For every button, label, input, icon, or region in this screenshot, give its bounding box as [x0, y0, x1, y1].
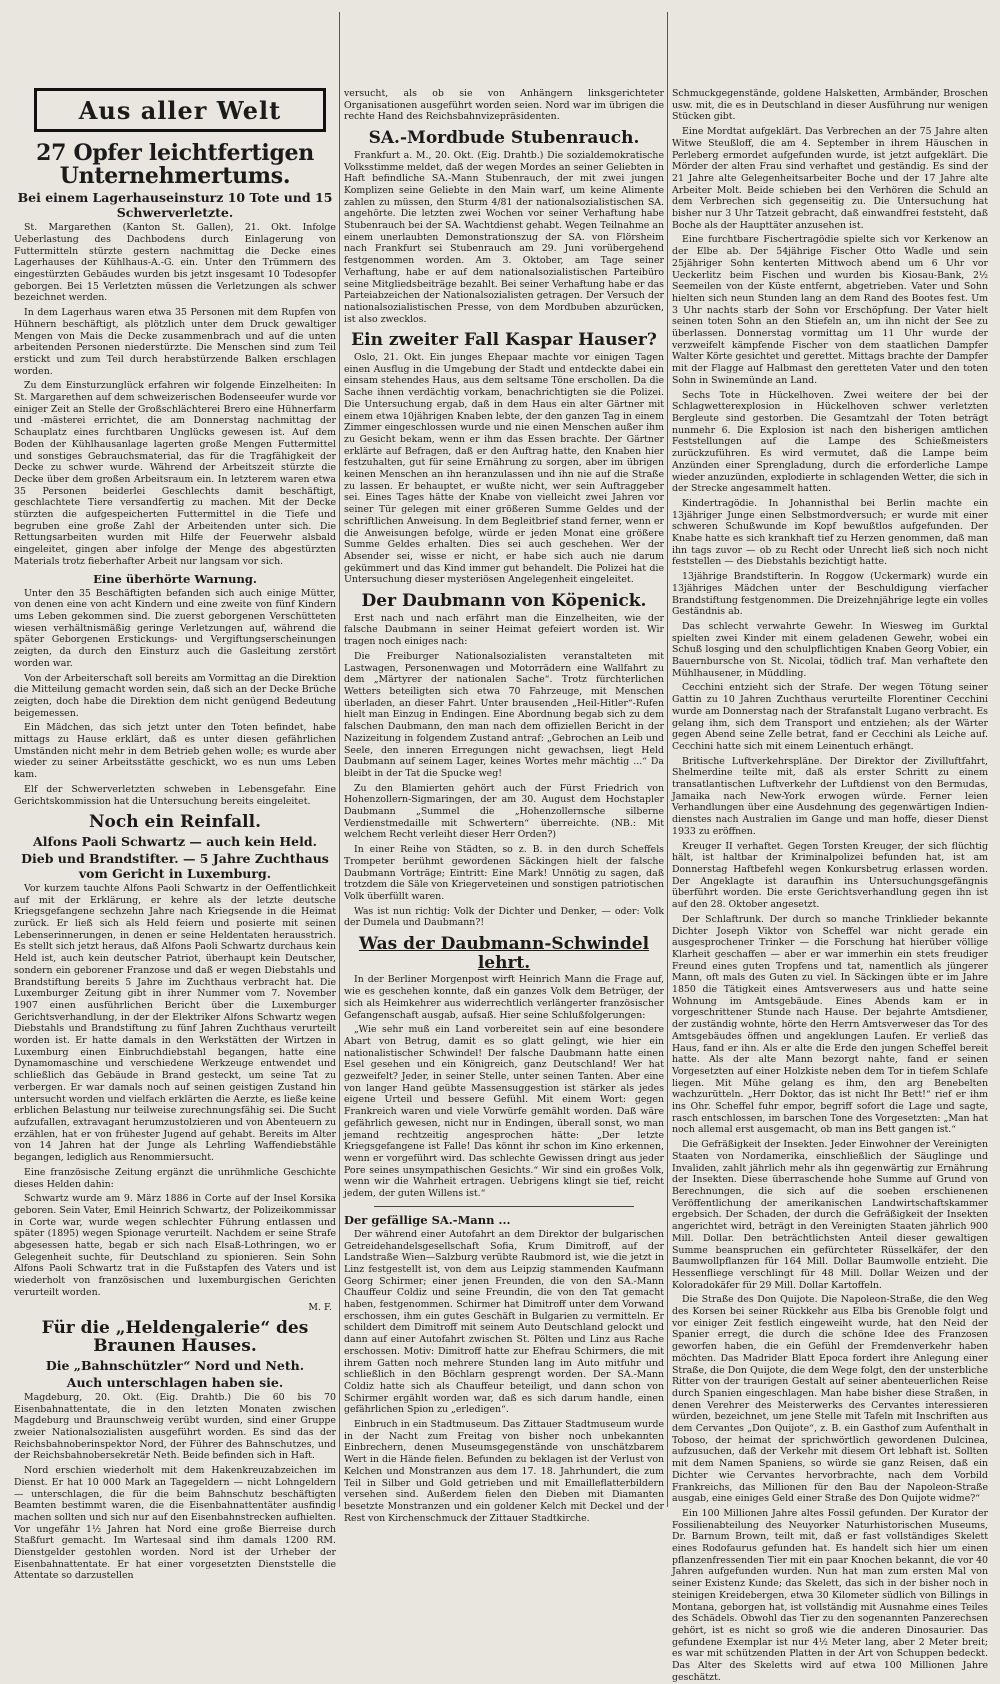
news-item: Cecchini entzieht sich der Strafe. Der wegen Tötung seiner Gattin zu 10 Jahren Zuchthaus verurteilte Florentiner Cecchini wurde am Donnerstag nach der Strafanstalt Lugano verbracht. Es gelang ihm, sich dem Transport und entziehen; als der Wärter gegen Abend seine Zelle betrat, fand er Cecchini als Leiche auf. Cecchini hatte sich mit einem Leinentuch erhängt. [672, 682, 988, 752]
article-paragraph: In der Berliner Morgenpost wirft Heinrich Mann die Frage auf, wie es geschehen konnte, daß ein ganzes Volk dem Betrüger, der sich als Heimkehrer aus widerrechtlich verlängerter französischer Gefangenschaft ausgab, aufsaß. Hier seine Schlußfolgerungen: [344, 974, 664, 1021]
article-paragraph: Der während einer Autofahrt an dem Direktor der bulgarischen Getreidehandelsgesellschaft Sofia, Krum Dimitroff, auf der Landstraße Wien—Salzburg verübte Raubmord ist, wie die jetzt in Linz festgestellt ist, von dem aus Leipzig stammenden Kaufmann Georg Schirmer; einer jenen Freunden, die von den SA.-Mann Chauffeur Coldiz und seine Freundin, die von den Tat gemacht haben, festgenommen. Schirmer hat Dimitroff unter dem Vorwand erschossen, ihm ein gutes Geschäft in Bulgarien zu vermitteln. Er schildert dem Dimitroff mit seinem Auto Deutschland gelockt und dann auf einer Autofahrt zwischen St. Pölten und Linz aus Rache erschossen. Motiv: Dimitroff hatte zur Ehefrau Schirmers, die mit ihrem Gatten noch mehrere Stunden lang im Auto mitfuhr und schließlich in den Böchlarn gesprengt worden. Der SA.-Mann Coldiz hatte sich als Chauffeur beteiligt, und dann schon von Schirmer ergählt worden war, daß es sich darum handle, einen gefährlichen Spion zu „erledigen“. [344, 1228, 664, 1416]
subheadline: Die „Bahnschützler“ Nord und Neth. [45, 1357, 305, 1373]
news-item: Sechs Tote in Hückelhoven. Zwei weitere der bei der Schlagwetterexplosion in Hückelhoven schwer verletzten Bergleute sind gestorben. Die Gesamtzahl der Toten beträgt nunmehr 6. Die Explosion ist nach den bisherigen amtlichen Feststellungen auf die Lampe des Schießmeisters zurückzuführen. Es wird vermutet, daß die Lampe beim Anzünden einer Sprengladung, durch die erforderliche Lampe wieder anzuzünden, explodierte in schlagenden Wetter, die sich in der Strecke angesammelt hatten. [672, 389, 988, 495]
subheadline: Dieb und Brandstifter. — 5 Jahre Zuchthaus vom Gericht in Luxemburg. [21, 850, 329, 881]
article-paragraph: St. Margarethen (Kanton St. Gallen), 21. Okt. Infolge Ueberlastung des Dachbodens durch Einlagerung von Futtermitteln stürzte gestern nachmittag die Decke eines Lagerhauses der Kühlhaus-A.-G. ein. Unter den Trümmern des eingestürzten Gebäudes wurden bis jetzt insgesamt 10 Todesopfer geborgen. Bei 15 Verletzten müssen die Verletzungen als schwer bezeichnet werden. [14, 222, 336, 304]
headline: SA.-Mordbude Stubenrauch. [368, 128, 640, 149]
article-paragraph: Zu den Blamierten gehört auch der Fürst Friedrich von Hohenzollern-Sigmaringen, der am 30. August dem Hochstapler Daubmann „Summel die „Hohenzollernsche silberne Verdienstmedaille mit Schwertern“ überreichte. (NB.: Mit welchem Recht verleiht dieser Herr Orden?) [344, 782, 664, 841]
article-paragraph: In einer Reihe von Städten, so z. B. in den durch Scheffels Trompeter berühmt gewordenen Säckingen hielt der falsche Daubmann Vorträge; Eintritt: Eine Mark! Unnötig zu sagen, daß trotzdem die Säle von Kriegerveteinen und sonstigen patriotischen Volk überfüllt waren. [344, 844, 664, 902]
article-paragraph: versucht, als ob sie von Anhängern linksgerichteter Organisationen ausgeführt worden seien. Nord war im übrigen die rechte Hand des Reichsbahnvizepräsidenten. [344, 88, 664, 123]
column-1 [14, 0, 336, 1582]
article-paragraph: „Wie sehr muß ein Land vorbereitet sein auf eine besondere Abart von Betrug, damit es so glatt gelingt, wie hier ein nationalistischer Schwindel! Der falsche Daubmann hatte einen Esel gesehen und ein Königreich, ganz Deutschland! Wer hat gezweifelt? Jeder, in seiner Stelle, unter seinen Tanten. Aber eine von langer Hand geübte Massensuggestion ist stärker als jedes eigene Urteil und bessere Gefühl. Mit einem Wort: gegen Frankreich waren und viele Vorwürfe gemählt worden. Daß wäre gefährlich gewesen, nicht nur in Endingen, überall sonst, wo man jemand rechtzeitig angesprochen hätte: „Der letzte Kriegsgefangene ist Falle! Das könnt ihr schon im Kino erkennen, wenn er vorgeführt wird. Das schlechte Gewissen dringt aus jeder Pore seines unsympathischen Gesichts.“ Wir sind ein großes Volk, wenn wir die Wahrheit ertragen. Uebrigens klingt sie tief, reicht jedem, der guten Willens ist.“ [344, 1024, 664, 1200]
article-paragraph: Erst nach und nach erfährt man die Einzelheiten, wie der falsche Daubmann in seiner Heimat gefeiert worden ist. Wir tragen noch einiges nach: [344, 612, 664, 648]
subheadline: Auch unterschlagen haben sie. [66, 1374, 284, 1390]
article-paragraph: Schmuckgegenstände, goldene Halsketten, Armbänder, Broschen usw. mit, die es in Deutschland in dieser Ausführung nur wenigen Stücken gibt. [672, 88, 988, 123]
headline: Ein zweiter Fall Kaspar Hauser? [351, 330, 657, 351]
news-item: Eine furchtbare Fischertragödie spielte sich vor Kerkenow an der Elbe ab. Der 54jährige Fischer Otto Wadle und sein 25jähriger Sohn kenterten Mittwoch abend um 6 Uhr vor Ueckerlitz beim Fischen und wurden bis Kiosau-Bank, 2½ Seemeilen von der Küste entfernt, abgetrieben. Vater und Sohn hielten sich neun Stunden lang an dem Rand des Bootes fest. Um 3 Uhr nachts starb der Sohn vor Erschöpfung. Der Vater hielt seinen toten Sohn an den Stiefeln an, um ihn nicht der See zu überlassen. Donnerstag vormittag um 11 Uhr wurde der verzweifelt kämpfende Fischer von dem staatlichen Dampfer Walter Körte gesichtet und gerettet. Mittags brachte der Dampfer mit der Flagge auf Halbmast den geretteten Vater und den toten Sohn in Swinemünde an Land. [672, 234, 988, 386]
headline: Für die „Heldengalerie“ des Braunen Hauses. [41, 1317, 309, 1357]
article-paragraph: Die Freiburger Nationalsozialisten veranstalteten mit Lastwagen, Personenwagen und Motorrädern eine Wallfahrt zu dem „Märtyrer der nationalen Sache“. Trotz fürchterlichen Wetters beteiligten sich etwa 70 Fahrzeuge, mit Menschen überladen, an dieser Fahrt. Unter brausenden „Heil-Hitler“-Rufen hielt man Einzug in Endingen. Eine Abordnung begab sich zu dem falschen Daubmann, den man nach dem offiziellen Bericht in der Nazizeitung in folgendem Zustand antraf: „Gebrochen an Leib und Seele, den inneren Erregungen nicht gewachsen, liegt Held Daubmann auf seinem Lager, keines Wortes mehr mächtig ...“ Da bleibt in der Tat die Spucke weg! [344, 650, 664, 779]
article-paragraph: Oslo, 21. Okt. Ein junges Ehepaar machte vor einigen Tagen einen Ausflug in die Umgebung der Stadt und entdeckte dabei ein einsam stehendes Haus, aus dem seltsame Töne erschollen. Da die Sache ihnen verdächtig vorkam, benachrichtigten sie die Polizei. Die Untersuchung ergab, daß in dem Haus ein alter Gärtner mit einem etwa 10jährigen Knaben lebte, der den ganzen Tag in einem Zimmer eingeschlossen wurde und nie einen Menschen außer ihm zu Gesicht bekam, wenn er ihm das Essen brachte. Der Gärtner erklärte auf Befragen, daß er den Auftrag hatte, den Knaben hier festzuhalten, gut für seine Ernährung zu sorgen, aber im übrigen keinen Menschen an ihn heranzulassen und ihn nie auf die Straße zu lassen. Er behauptet, er wußte nicht, wer sein Auftraggeber sei. Eines Tages hätte der Knabe von vielleicht zwei Jahren vor seiner Tür gelegen mit einer größeren Summe Geldes und der schriftlichen Anweisung. In dem Begleitbrief stand ferner, wenn er die Anweisungen befolge, würde er jeden Monat eine größere Summe Geldes erhalten. Dies sei auch geschehen. Wer der Absender sei, wisse er nicht, er habe sich auch nie darum gekümmert und das Kind immer gut behandelt. Die Polizei hat die Untersuchung dieser mysteriösen Angelegenheit eingeleitet. [344, 352, 664, 586]
article-paragraph: Einbruch in ein Stadtmuseum. Das Zittauer Stadtmuseum wurde in der Nacht zum Freitag von bisher noch unbekannten Einbrechern, denen Museumsgegenstände von unschätzbarem Wert in die Hände fielen. Befunden zu beklagen ist der Verlust von Kelchen und Monstranzen aus dem 17. 18. Jahrhundert, die zum Teil in Silber und Gold getrieben und mit Emailleflatterbildern versehen sind. Außerdem fielen den Dieben mit Diamanten besetzte Monstranzen und ein goldener Kelch mit Deckel und der Rest von Kirchenschmuck der Zittauer Stadtkirche. [344, 1419, 664, 1524]
article-paragraph: Ein Mädchen, das sich jetzt unter den Toten befindet, habe mittags zu Hause erklärt, daß es unter diesen gefährlichen Umständen nicht mehr in dem Betrieb gehen wolle; es wurde aber wieder zu seiner Arbeitsstätte geschickt, wo es nun ums Leben kam. [14, 722, 336, 781]
subheading: Eine überhörte Warnung. [93, 571, 257, 586]
column-2 [344, 0, 664, 1524]
article-paragraph: Schwartz wurde am 9. März 1886 in Corte auf der Insel Korsika geboren. Sein Vater, Emil Heinrich Schwartz, der Polizeikommissar in Corte war, wurde wegen schlechter Führung entlassen und später (1895) wegen Spionage verurteilt. Nachdem er seine Strafe abgesessen hatte, begab er sich nach Elsaß-Lothringen, wo er Gelegenheit suchte, für Deutschland zu spionieren. Sein Sohn Alfons Paoli Schwartz trat in die Fußstapfen des Vaters und ist wiederholt von französischen und luxemburgischen Gerichten verurteilt worden. [14, 1193, 336, 1298]
article-paragraph: Unter den 35 Beschäftigten befanden sich auch einige Mütter, von denen eine von acht Kindern und eine zweite von fünf Kindern ums Leben gekommen sind. Die zuerst geborgenen Verschütteten wiesen verhältnismäßig geringe Verletzungen auf, während die später Geborgenen Erstickungs- und Vergiftungserscheinungen zeigten, da durch den Einsturz auch die Gasleitung zerstört worden war. [14, 587, 336, 669]
headline: Noch ein Reinfall. [89, 812, 261, 833]
divider [374, 1206, 634, 1207]
subheading: Der gefällige SA.-Mann ... [344, 1212, 511, 1227]
article-paragraph: Eine französische Zeitung ergänzt die unrühmliche Geschichte dieses Helden dahin: [14, 1166, 336, 1190]
headline: Was der Daubmann-Schwindel lehrt. [358, 934, 650, 973]
article-paragraph: Nord erschien wiederholt mit dem Hakenkreuzabzeichen im Dienst. Er hat 10 000 Mark an Tagegeldern — nicht Lohngeldern — unterschlagen, die für die beim Bahnschutz beschäftigten Beamten bestimmt waren, die die Eisenbahnattentäter ausfindig machen sollten und sich nur auf den Eisenbahnstrecken aufhielten. Vor ungefähr 1½ Jahren hat Nord eine große Bierreise durch Staßfurt gemacht. Im Wartesaal sind ihm damals 1200 RM. Dienstgelder gestohlen worden. Nord ist der Urheber der Eisenbahnattentate. Er hat einer vorgesetzten Dienststelle die Attentate so darzustellen [14, 1465, 336, 1582]
news-item: Der Schlaftrunk. Der durch so manche Trinklieder bekannte Dichter Joseph Viktor von Scheffel war nicht gerade ein ausgesprochener Trinker — die Forschung hat hierüber völlige Klarheit geschaffen — aber er war immerhin ein stets freudiger Freund eines guten Tropfens und tat, namentlich als jüngerer Mann, oft mals des Guten zu viel. In Säckingen übte er im Jahre 1850 die Tätigkeit eines Amtsverwesers aus und hatte seine Wohnung im Amtsgebäude. Eines Abends kam er in vorgeschrittener Stunde nach Hause. Der bejahrte Amtsdiener, der zuständig wohnte, hörte den Herrn Amtsverweser das Tor des Amtsgebäudes öffnen und angeklungen Laufen. Er verließ das Haus, fand er ihn. Als er alte die Erde den jungen Scheffel bereit hatte. Als der alte Mann bezorgt nahte, fand er seinen Vorgesetzten auf einer Holzkiste neben dem Tor in tiefem Schlafe liegen. Mit Mühe gelang es ihm, den arg Benebelten wachzurütteln. „Herr Doktor, das ist nicht Ihr Bett!“ rief er ihm ins Ohr. Scheffel fuhr empor, begriff sofort die Lage und sagte, rasch entschlossen, im barschen Tone des Vorgesetzten: „Man hat noch allemal erst ausgemacht, ob man ins Bett gangen ist.“ [672, 913, 988, 1136]
section-banner: Aus aller Welt [34, 88, 326, 132]
headline: 27 Opfer leichtfertigen Unternehmertums. [36, 140, 314, 190]
article-paragraph: Magdeburg, 20. Okt. (Eig. Drahtb.) Die 60 bis 70 Eisenbahnattentate, die in den letzten Monaten zwischen Magdeburg und Braunschweig verübt wurden, sind einer Gruppe zweier Nationalsozialisten ausgeführt worden. Es sind das der Reichsbahnoberinspektor Nord, der Führer des Bahnschutzes, und der Reichsbahnobersekretär Neth. Beide befinden sich in Haft. [14, 1391, 336, 1462]
column-rule [339, 12, 340, 1507]
subheadline: Alfons Paoli Schwartz — auch kein Held. [33, 833, 317, 849]
news-item: Kreuger II verhaftet. Gegen Torsten Kreuger, der sich flüchtig hält, ist haltbar der Kriminalpolizei befunden hat, ist am Donnerstag Haftbefehl wegen Konkursbetrug erlassen worden. Der Angeklagte ist daraufhin ins Untersuchungsgefängnis überführt worden. Die erste Gerichtsverhandlung gegen ihn ist auf den 28. Oktober angesetzt. [672, 840, 988, 911]
article-paragraph: Von der Arbeiterschaft soll bereits am Vormittag an die Direktion die Mitteilung gemacht worden sein, daß sich an der Decke Brüche zeigten, doch habe die Direktion dem nicht genügend Bedeutung beigemessen. [14, 672, 336, 719]
article-paragraph: Was ist nun richtig: Volk der Dichter und Denker, — oder: Volk der Dumela und Daubmann?! [344, 905, 664, 929]
news-item: Britische Luftverkehrspläne. Der Direktor der Zivilluftfahrt, Shelmerdine teilte mit, daß als erster Schritt zu einem transatlantischen Luftverkehr der Luftdienst von den Bermudas, Jamaika nach New-York erwogen würde. Ferner leien Verhandlungen über eine Ausdehnung des gegenwärtigen Indien-dienstes nach Australien im Gange und man hoffe, dieser Dienst 1933 zu eröffnen. [672, 755, 988, 837]
headline: Der Daubmann von Köpenick. [361, 591, 647, 612]
article-paragraph: In dem Lagerhaus waren etwa 35 Personen mit dem Rupfen von Hühnern beschäftigt, als plötzlich unter dem Druck gewaltiger Mengen von Mais die Decke zusammenbrach und auf die unten arbeitenden Personen niederstürzte. Die Menschen sind zum Teil erstickt und zum Teil durch herabstürzende Balken erschlagen worden. [14, 307, 336, 377]
article-paragraph: Zu dem Einsturzunglück erfahren wir folgende Einzelheiten: In St. Margarethen auf dem schweizerischen Bodenseeufer wurde vor einiger Zeit an Stelle der Großschlächterei Brero eine Hühnerfarm und -mästerei errichtet, die am Donnerstag nachmittag der Schauplatz eines furchtbaren Unglücks gewesen ist. Auf dem Boden der Kühlhausanlage lagerten große Mengen Futtermittel und sonstiges Gebrauchsmaterial, das für die Tragfähigkeit der Decke zu schwer wurde. Während der Arbeitszeit stürzte die Decke über dem großen Arbeitsraum ein. In letzterem waren etwa 35 Personen beiderlei Geschlechts damit beschäftigt, geschlachtete Tiere versandfertig zu machen. Mit der Decke stürzten die aufgespeicherten Futtermittel in die Tiefe und begruben eine große Zahl der Arbeitenden unter sich. Die Rettungsarbeiten wurden mit Hilfe der Feuerwehr alsbald eingeleitet, gingen aber infolge der Menge des abgestürzten Materials trotz fieberhafter Arbeit nur langsam vor sich. [14, 380, 336, 567]
news-item: Ein 100 Millionen Jahre altes Fossil gefunden. Der Kurator der Fossilienabteilung des Neuyorker Naturhistorischen Museums, Dr. Barnum Brown, teilt mit, daß er fast vollständiges Skelett eines Rodofaurus gefunden hat. Es handelt sich hier um einen pflanzenfressenden Tier mit ein paar Knochen bekannt, die vor 40 Jahren aufgefunden wurden. Nun hat man zum ersten Mal von seiner Existenz Kunde; das Skelett, das sich in der bisher noch in steinigen Kreidebergen, etwa 30 Kilometer südlich von Billings in Montana, geborgen hat, ist vollständig mit Ausnahme eines Teiles des Schädels. Obwohl das Tier zu den sogenannten Panzerechsen gehört, ist es nicht so groß wie die anderen Dinosaurier. Das gefundene Exemplar ist nur 4½ Meter lang, aber 2 Meter breit; es war mit schützenden Platten in der Art von Schuppen bedeckt. Das Alter des Skeletts wird auf etwa 100 Millionen Jahre geschätzt. [672, 1507, 988, 1683]
column-3 [672, 0, 988, 1683]
article-paragraph: Vor kurzem tauchte Alfons Paoli Schwartz in der Oeffentlichkeit auf mit der Erklärung, er kehre als der letzte deutsche Kriegsgefangene sechzehn Jahre nach Kriegsende in die Heimat zurück. Er ließ sich als Held feiern und posierte mit seinen Lebenserinnerungen, in denen er seine Heldentaten herausstrich. Es stellt sich jetzt heraus, daß Alfons Paoli Schwartz durchaus kein Held ist, auch kein deutscher Patriot, überhaupt kein Deutscher, sondern ein geborener Franzose und daß er wegen Diebstahls und Brandstiftung bereits 5 Jahre im Zuchthaus verbracht hat. Die Luxemburger Zeitung gibt in ihrer Nummer vom 7. November 1907 einen ausführlichen Bericht über die Luxemburger Gerichtsverhandlung, in der der Elektriker Alfons Schwartz wegen Diebstahls und Brandstiftung zu fünf Jahren Zuchthaus verurteilt worden ist. Er hatte damals in den Werkstätten der Wirtzen in Luxemburg einen Einbruchdiebstahl begangen, hatte eine Dynamomaschine und verschiedene Werkzeuge entwendet und schließlich das Gebäude in Brand gesteckt, um seine Tat zu verbergen. Er war damals noch auf seinen geistigen Zustand hin untersucht worden und vielfach erklärten die Aerzte, es ließe keine erblichen Belastung nur teilweise zurechnungsfähig sei. Die Sucht aufzufallen, extravagant herumzustolzieren und von Abenteuern zu erzählen, hat er von frühester Jugend auf gehabt. Bereits im Alter von 14 Jahren hat der Junge als Lehrling Waffendiebstähle begangen, lediglich aus Renommiersucht. [14, 882, 336, 1164]
article-paragraph: Elf der Schwerverletzten schweben in Lebensgefahr. Eine Gerichtskommission hat die Untersuchung bereits eingeleitet. [14, 783, 336, 807]
news-item: Die Straße des Don Quijote. Die Napoleon-Straße, die den Weg des Korsen bei seiner Rückkehr aus Elba bis Grenoble folgt und vor einiger Zeit festlich eingeweiht wurde, hat den Neid der Spanier erregt, die durch die schöne Idee des Franzosen geworfen haben, die ein Gefühl der Fremdenverkehr haben möchten. Das Madrider Blatt Epoca fordert ihre Anlegung einer Straße, die Don Quijote, die dem Wege folgt, den der unsterbliche Ritter von der traurigen Gestalt auf seiner abenteuerlichen Reise durch Spanien eingeschlagen. Man habe bisher diese Straßen, in denen Verehrer des Meisterwerks des Cervantes interessieren würden, bezeichnet, um jene Stelle mit Tafeln mit Inschriften aus dem Cervantes „Don Quijote“, z. B. ein Gasthof zum Aufenthalt in Toboso, der heimat der sprichwörtlich gewordenen Dulcinea, aufzusuchen, daß der Verkehr mit diesem Ort lebhaft ist. Sollten mit dem Namen Spaniens, so würde sie ganz Reisen, daß ein Dichter wie Cervantes hervorbrachte, nach dem Vorbild Frankreichs, das Millionen für den Bau der Napoleon-Straße ausgab, eine einiges Geld einer Straße des Don Quijote widme?“ [672, 1294, 988, 1505]
author-signature: M. F. [308, 1301, 332, 1313]
subheadline: Bei einem Lagerhauseinsturz 10 Tote und 15 Schwerverletzte. [17, 190, 333, 221]
column-rule [667, 12, 668, 1507]
news-item: 13jährige Brandstifterin. In Roggow (Uckermark) wurde ein 13jähriges Mädchen unter der Beschuldigung vierfacher Brandstiftung festgenommen. Die Dreizehnjährige legte ein volles Geständnis ab. [672, 571, 988, 618]
article-paragraph: Frankfurt a. M., 20. Okt. (Eig. Drahtb.) Die sozialdemokratische Volksstimme meldet, daß der wegen Mordes an seiner Geliebten in Haft befindliche SA.-Mann Stubenrauch, der mit zwei jungen Komplizen seine Geliebte in den Main warf, um keine Alimente zahlen zu müssen, den Sturm 4/81 der nationalsozialistischen SA. angehörte. Die letzten zwei Wochen vor seiner Verhaftung habe Stubenrauch bei der SA. Wachtdienst gehabt. Wegen Teilnahme an einem unerlaubten Demonstrationszug der SA. von Flörsheim nach Frankfurt sei Stubenrauch am 29. Juni vorübergehend festgenommen worden. Am 3. Oktober, am Tage seiner Verhaftung, habe er auf dem nationalsozialistischen Parteibüro seine Mitgliedsbeiträge bezahlt. Bei seiner Verhaftung habe er das Parteiabzeichen der Nationalsozialisten getragen. Der Versuch der nationalsozialistischen Presse, von dem Mordbuben abzurücken, ist also zwecklos. [344, 149, 664, 325]
news-item: Die Gefräßigkeit der Insekten. Jeder Einwohner der Vereinigten Staaten von Nordamerika, einschließlich der Säuglinge und Invaliden, zahlt jährlich mehr als ihn gegenwärtig zur Ernährung der Insekten. Diese überraschende hohe Summe auf Grund von Berechnungen, die sich auf die soeben erschienenen Veröffentlichung der amerikanischen Landwirtschaftskammer ergebsich. Der Schaden, der durch die Gefräßigkeit der Insekten angerichtet wird, beträgt in den Vereinigten Staaten jährlich 900 Mill. Dollar. Den beträchtlichsten Anteil dieser gewaltigen Summe beanspruchen ein gefürchteter Rüsselkäfer, der den Baumwollpflanzen für 164 Mill. Dollar Baumwolle entzieht. Die Hessenfliege verschlingt für 48 Mill. Dollar Weizen und der Koloradokäfer für 29 Mill. Dollar Kartoffeln. [672, 1139, 988, 1291]
news-item: Kindertragödie. In Johannisthal bei Berlin machte ein 13jähriger Junge einen Selbstmordversuch; er wurde mit einer schweren Schußwunde im Kopf bewußtlos aufgefunden. Der Knabe hatte es sich krankhaft tief zu Herzen genommen, daß man ihn tags zuvor — ob zu Recht oder Unrecht ließ sich noch nicht feststellen — des Diebstahls bezichtigt hatte. [672, 497, 988, 568]
news-item: Das schlecht verwahrte Gewehr. In Wiesweg im Gurktal spielten zwei Kinder mit einem geladenen Gewehr, wobei ein Schuß losging und den schulpflichtigen Knaben Georg Vobier, ein Bauernbursche von St. Nicolai, tödlich traf. Man verhaftete den Mühlhausener, in Müddling. [672, 620, 988, 679]
news-item: Eine Mordtat aufgeklärt. Das Verbrechen an der 75 Jahre alten Witwe Steußloff, die am 4. September in ihrem Häuschen in Perleberg ermordet aufgefunden wurde, ist jetzt aufgeklärt. Die Mörder der alten Frau sind verhaftet und geständig. Es sind der 21 Jahre alte Gelegenheitsarbeiter Boche und der 17 Jahre alte Arbeiter Molt. Beide schieben bei den Verhören die Schuld an dem Verbrechen sich gegenseitig zu. Die Untersuchung hat bisher nur 3 Uhr Tatzeit gebracht, daß einwandfrei feststeht, daß Boche als der Haupttäter anzusehen ist. [672, 126, 988, 231]
